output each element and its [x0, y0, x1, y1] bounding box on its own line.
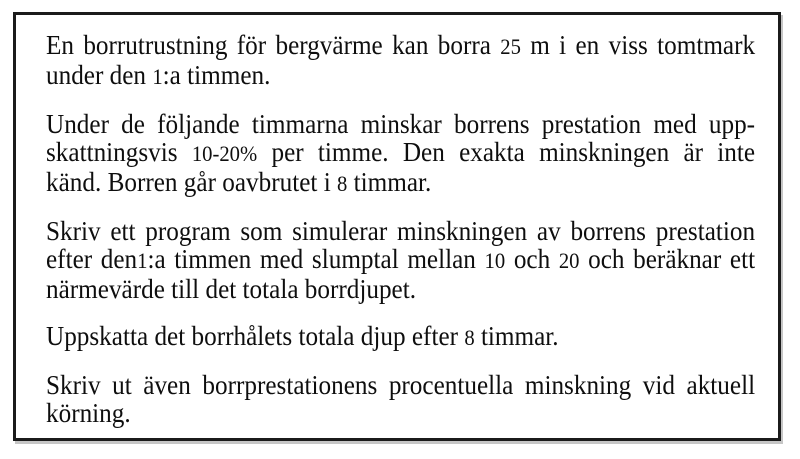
- paragraph-3: [46, 217, 755, 303]
- paragraph-1: [46, 31, 755, 91]
- text-line: känd. Borren går oavbrutet i 8 timmar.: [46, 167, 432, 197]
- numeral: 25: [500, 34, 521, 59]
- text-line: Uppskatta det borrhålets totala djup efter 8 timmar.: [46, 321, 559, 351]
- numeral: 20: [558, 248, 580, 273]
- text-line: närmevärde till det totala borrdjupet.: [46, 274, 417, 304]
- numeral: 8: [464, 325, 475, 350]
- text-line: under den 1:a timmen.: [46, 60, 271, 90]
- paragraph-4: [46, 322, 755, 352]
- paragraph-5: [46, 371, 755, 427]
- numeral: 10: [484, 248, 506, 273]
- text-line: Skriv ett program som simulerar minskningen av borrens prestation: [46, 216, 756, 246]
- text-line: En borrutrustning för bergvärme kan borra 25 m i en viss tomtmark: [46, 30, 756, 60]
- problem-statement-box: [13, 12, 781, 441]
- text-line: efter den1:a timmen med slumptal mellan 10 och 20 och beräknar ett: [46, 244, 756, 274]
- text-line: Under de följande timmarna minskar borrens prestation med upp-: [46, 109, 756, 139]
- text-line: Skriv ut även borrprestationens procentuella minskning vid aktuell: [46, 370, 756, 400]
- numeral: 8: [337, 171, 348, 196]
- numeral: 10-20%: [191, 141, 258, 166]
- paragraph-2: [46, 110, 755, 198]
- text-line: körning.: [46, 398, 131, 428]
- numeral: 1: [152, 64, 163, 89]
- numeral: 1: [137, 248, 148, 273]
- text-line: skattningsvis 10-20% per timme. Den exakta minskningen är inte: [46, 137, 756, 167]
- problem-text: [46, 31, 755, 427]
